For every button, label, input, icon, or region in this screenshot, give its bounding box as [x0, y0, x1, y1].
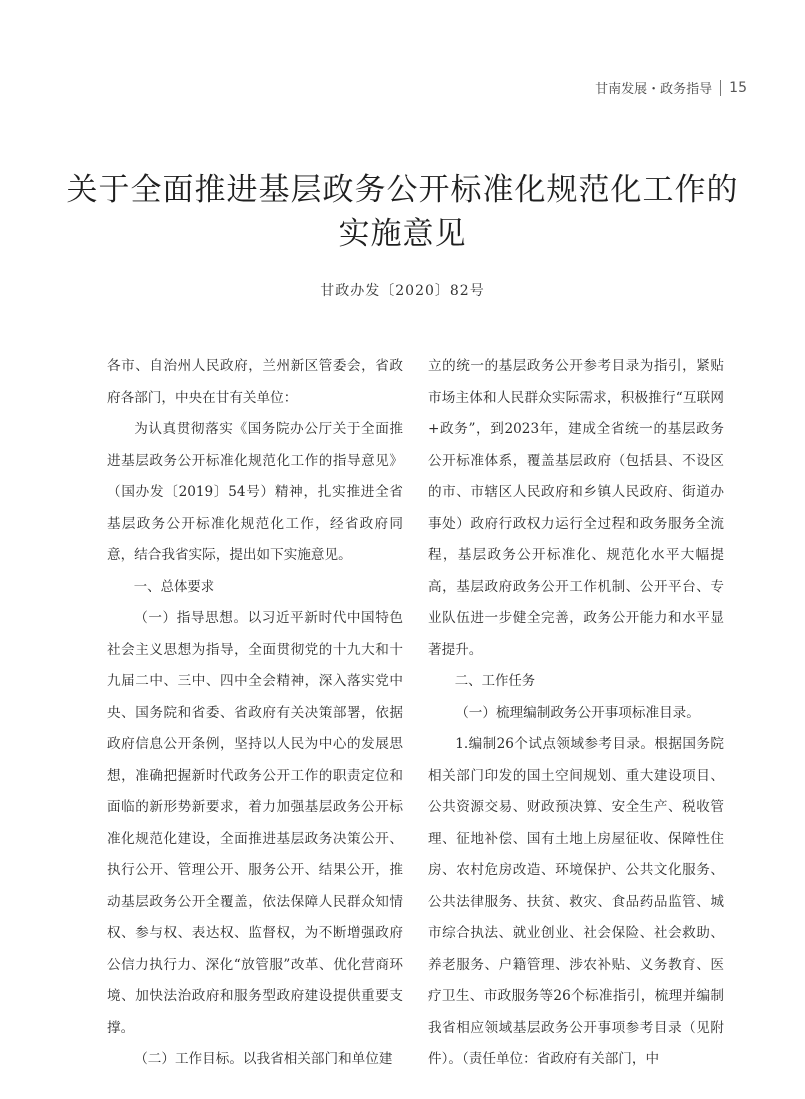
guiding-ideology-paragraph: （一）指导思想。以习近平新时代中国特色社会主义思想为指导，全面贯彻党的十九大和十九届二中、三中、四中全会精神，深入落实党中央、国务院和省委、省政府有关决策部署，依据政府信息公开条例，坚持以人民为中心的发展思想，准确把握新时代政务公开工作的职责定位和面临的新形势新要求，着力加强基层政务公开标准化规范化建设，全面推进基层政务决策公开、执行公开、管理公开、服务公开、结果公开，推动基层政务公开全覆盖，依法保障人民群众知情权、参与权、表达权、监督权，为不断增强政府公信力执行力、深化“放管服”改革、优化营商环境、加快法治政府和服务型政府建设提供重要支撑。	[107, 610, 403, 1036]
title-line-2: 实施意见	[338, 216, 467, 252]
section-heading-tasks: 二、工作任务	[454, 674, 536, 689]
header-divider	[720, 80, 721, 96]
work-goal-paragraph: （二）工作目标。以我省相关部门和单位建	[134, 1051, 393, 1067]
intro-paragraph: 为认真贯彻落实《国务院办公厅关于全面推进基层政务公开标准化规范化工作的指导意见》（国办发〔2019〕54号）精神，扎实推进全省基层政务公开标准化规范化工作，经省政府同意，结合我省实际，提出如下实施意见。	[107, 421, 403, 563]
section-heading-general: 一、总体要求	[133, 579, 215, 595]
header-section-label: 甘南发展・政务指导	[595, 82, 713, 97]
work-goal-continued-paragraph: 立的统一的基层政务公开参考目录为指引，紧贴市场主体和人民群众实际需求，积极推行“互联网+政务”，到2023年，建成全省统一的基层政务公开标准体系，覆盖基层政府（包括县、不设区的市、市辖区人民政府和乡镇人民政府、街道办事处）政府行政权力运行全过程和政务服务全流程，基层政务公开标准化、规范化水平大幅提高，基层政府政务公开工作机制、公开平台、专业队伍进一步健全完善，政务公开能力和水平显著提升。	[428, 358, 724, 658]
left-column	[107, 351, 403, 1076]
running-header	[595, 78, 747, 97]
title-line-1: 关于全面推进基层政务公开标准化规范化工作的	[66, 172, 739, 208]
page-number: 15	[729, 79, 747, 96]
document-title	[0, 168, 805, 256]
right-column	[428, 351, 724, 1076]
document-number: 甘政办发〔2020〕82号	[320, 283, 485, 299]
catalog-paragraph: 1.编制26个试点领域参考目录。根据国务院相关部门印发的国土空间规划、重大建设项目、公共资源交易、财政预决算、安全生产、税收管理、征地补偿、国有土地上房屋征收、保障性住房、农村危房改造、环境保护、公共文化服务、公共法律服务、扶贫、救灾、食品药品监管、城市综合执法、就业创业、社会保险、社会救助、养老服务、户籍管理、涉农补贴、义务教育、医疗卫生、市政服务等26个标准指引，梳理并编制我省相应领域基层政务公开事项参考目录（见附件）。（责任单位：省政府有关部门，中	[428, 736, 724, 1067]
subheading-catalog: （一）梳理编制政务公开事项标准目录。	[455, 704, 700, 721]
salutation-paragraph: 各市、自治州人民政府，兰州新区管委会，省政府各部门，中央在甘有关单位：	[107, 358, 403, 406]
